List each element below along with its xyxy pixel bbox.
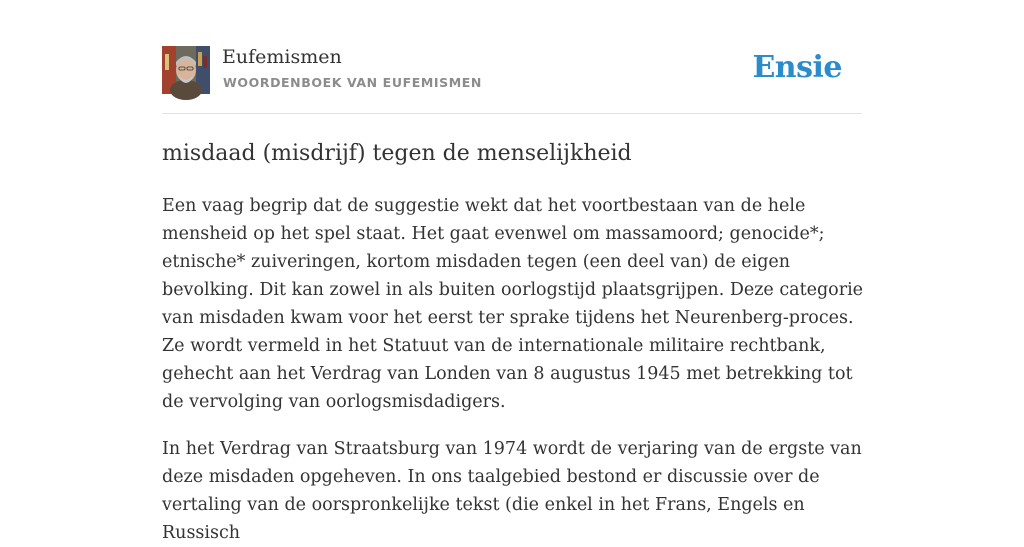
- article-paragraph-2: In het Verdrag van Straatsburg van 1974 wordt de verjaring van de ergste van deze misdaden opgeheven. In ons taalgebied bestond er discussie over de vertaling van de oorspronkelijke tekst (die enkel in het Frans, Engels en Russisch: [162, 439, 862, 543]
- ensie-logo[interactable]: Ensie: [752, 50, 842, 85]
- article-paragraph-1: Een vaag begrip dat de suggestie wekt dat het voortbestaan van de hele mensheid op het spel staat. Het gaat evenwel om massamoord; genocide*; etnische* zuiveringen, kortom misdaden tegen (een deel van) de eigen bevolking. Dit kan zowel in als buiten oorlogstijd plaatsgrijpen. Deze categorie van misdaden kwam voor het eerst ter sprake tijdens het Neurenberg-proces. Ze wordt vermeld in het Statuut van de internationale militaire rechtbank, gehecht aan het Verdrag van Londen van 8 augustus 1945 met betrekking tot de vervolging van oorlogsmisdadigers.: [162, 196, 864, 412]
- author-avatar[interactable]: [162, 46, 210, 94]
- source-name[interactable]: Eufemismen: [222, 46, 342, 68]
- source-subtitle[interactable]: WOORDENBOEK VAN EUFEMISMEN: [223, 75, 482, 90]
- article-title: misdaad (misdrijf) tegen de menselijkheid: [162, 141, 632, 166]
- header: [162, 0, 862, 114]
- page: [162, 0, 862, 547]
- avatar-icon: [162, 46, 210, 94]
